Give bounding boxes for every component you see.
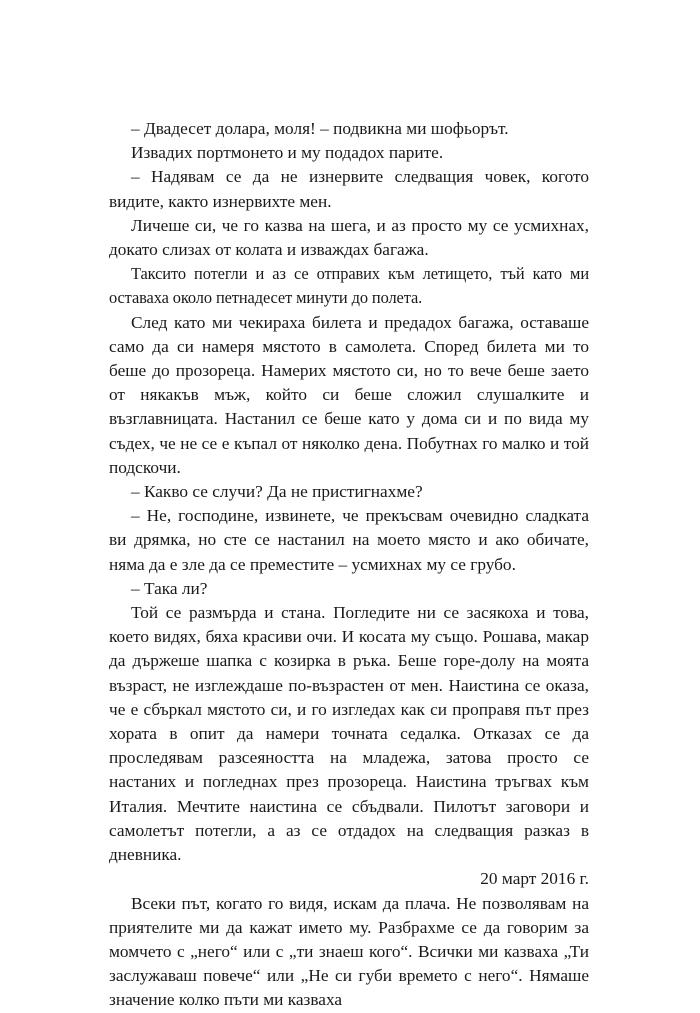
paragraph-10: Той се размърда и стана. Погледите ни се засякоха и това, което видях, бяха красиви очи. И косата му също. Рошава, макар да държеше шапка с козирка в ръка. Беше горе-долу на моята възраст, не изглеждаше по-възрастен от мен. Наистина се оказа, че е сбъркал мястото си, и го изгледах как си проправя път през хората в опит да намери точната седалка. Отказах се да проследявам разсеяността на младежа, затова просто се настаних и погледнах през прозореца. Наистина тръгвах към Италия. Мечтите наистина се сбъдвали. Пилотът заговори и самолетът потегли, а аз се отдадох на следващия разказ в дневника. <box>109 603 589 865</box>
paragraph-9: – Така ли? <box>131 578 208 598</box>
paragraph-4: Личеше си, че го казва на шега, и аз просто му се усмихнах, докато слизах от колата и изваждах багажа. <box>109 215 589 260</box>
paragraph-8: – Не, господине, извинете, че прекъсвам очевидно сладката ви дрямка, но сте се настанил на моето място и ако обичате, няма да е зле да се преместите – усмихнах му се грубо. <box>109 506 589 574</box>
paragraph-3: – Надявам се да не изнервите следващия човек, когото видите, както изнервихте мен. <box>109 167 589 211</box>
paragraph-final: Всеки път, когато го видя, искам да плача. Не позволявам на приятелите ми да кажат името му. Разбрахме се да говорим за момчето с „него“ или с „ти знаеш кого“. Всички ми казваха „Ти заслужаваш повече“ или „Не си губи времето с него“. Нямаше значение колко пъти ми казваха <box>109 893 589 1010</box>
paragraph-5: Таксито потегли и аз се отправих към летището, тъй като ми оставаха около петнадесет минути до полета. <box>109 264 589 308</box>
page-text <box>109 117 589 1013</box>
paragraph-2: Извадих портмонето и му подадох парите. <box>131 143 444 163</box>
paragraph-1: – Двадесет долара, моля! – подвикна ми шофьорът. <box>131 119 509 138</box>
diary-date: 20 март 2016 г. <box>480 869 589 889</box>
paragraph-6: След като ми чекираха билета и предадох багажа, оставаше само да си намеря мястото в самолета. Според билета ми то беше до прозореца. Намерих мястото си, но то вече беше заето от някакъв мъж, който си беше сложил слушалките и възглавницата. Настанил се беше като у дома си и по вида му съдех, че не се е къпал от няколко дена. Побутнах го малко и той подскочи. <box>109 312 589 477</box>
paragraph-7: – Какво се случи? Да не пристигнахме? <box>131 482 423 502</box>
